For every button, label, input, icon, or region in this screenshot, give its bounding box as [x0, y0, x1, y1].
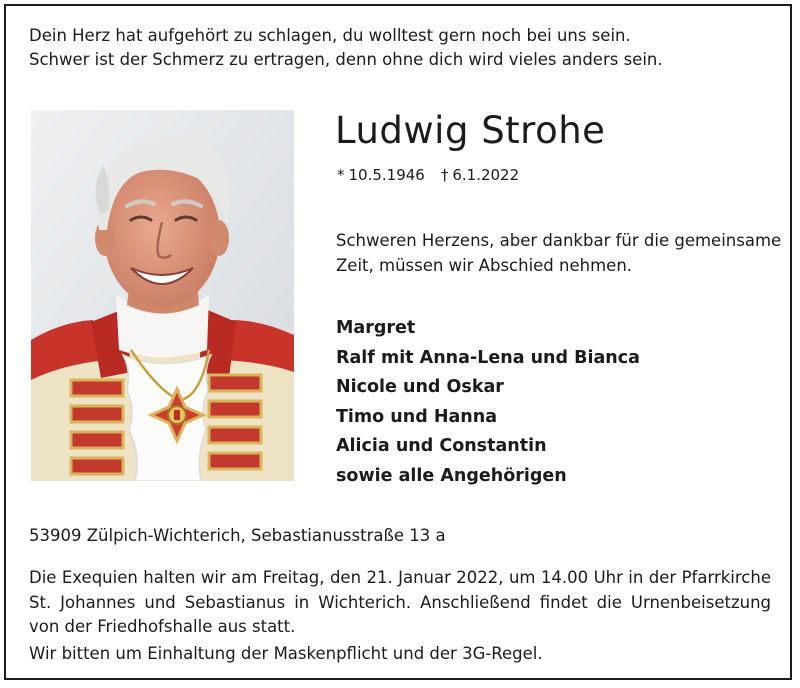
funeral-details-line: Die Exequien halten wir am Freitag, den 21. Januar 2022, um 14.00 Uhr in der Pfarrkirche — [29, 568, 771, 587]
death-symbol: † — [440, 166, 449, 184]
family-address: 53909 Zülpich-Wichterich, Sebastianusstraße 13 a — [29, 526, 446, 545]
family-member: Ralf mit Anna-Lena und Bianca — [336, 347, 640, 368]
farewell-sentence — [336, 228, 781, 278]
poem-line: Schwer ist der Schmerz zu ertragen, denn ohne dich wird vieles anders sein. — [29, 50, 663, 69]
family-member: Margret — [336, 318, 416, 338]
funeral-details — [29, 566, 771, 640]
family-list — [336, 314, 640, 491]
funeral-details-line: St. Johannes und Sebastianus in Wichterich. Anschließend findet die Urnenbeisetzung — [29, 592, 771, 612]
family-member: sowie alle Angehörigen — [336, 465, 567, 486]
poem-line: Dein Herz hat aufgehört zu schlagen, du wolltest gern noch bei uns sein. — [29, 26, 631, 45]
sentence-line: Schweren Herzens, aber dankbar für die gemeinsame — [336, 231, 782, 250]
death-date: 6.1.2022 — [452, 166, 520, 184]
birth-date: 10.5.1946 — [348, 166, 425, 184]
family-member: Nicole und Oskar — [336, 377, 504, 397]
poem — [29, 24, 663, 72]
sentence-line: Zeit, müssen wir Abschied nehmen. — [336, 256, 633, 275]
mask-rules-note: Wir bitten um Einhaltung der Maskenpflicht und der 3G-Regel. — [29, 644, 543, 663]
family-member: Timo und Hanna — [336, 406, 498, 427]
portrait-photo — [31, 110, 294, 481]
funeral-details-line: von der Friedhofshalle aus statt. — [29, 617, 296, 636]
family-member: Alicia und Constantin — [336, 436, 547, 456]
birth-symbol: * — [337, 166, 345, 184]
deceased-name: Ludwig Strohe — [335, 109, 606, 152]
life-dates — [337, 164, 519, 186]
